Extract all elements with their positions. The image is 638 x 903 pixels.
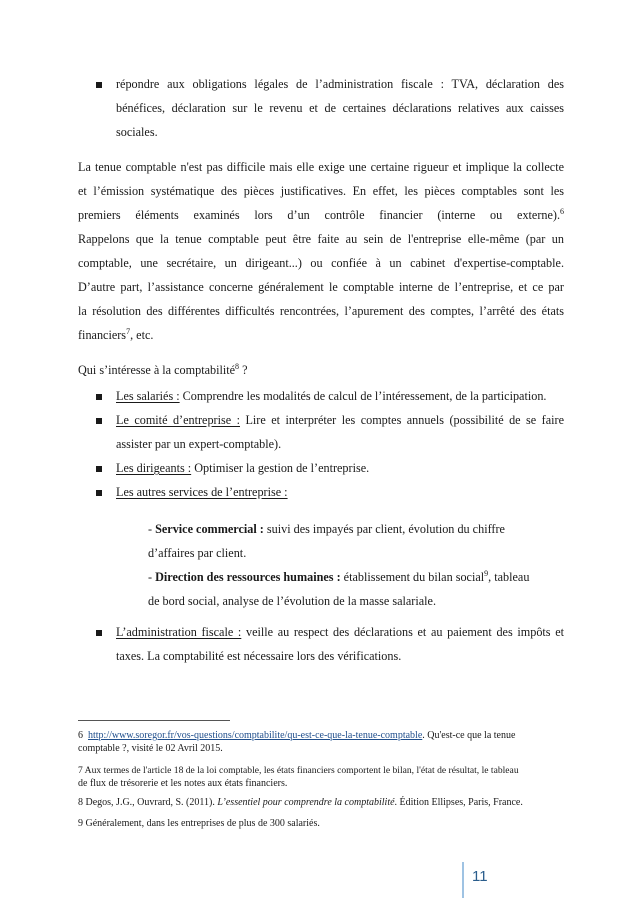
item-label: Les autres services de l’entreprise : bbox=[116, 485, 288, 499]
footnote-text: Degos, J.G., Ouvrard, S. (2011). bbox=[83, 797, 218, 808]
footnote-ref: 6 bbox=[560, 206, 564, 216]
footnote-line bbox=[78, 730, 564, 743]
footnote-8 bbox=[78, 797, 564, 810]
intro-bullet-line: sociales. bbox=[116, 125, 158, 139]
item-label: Les salariés : bbox=[116, 389, 180, 403]
footnote-text: Aux termes de l'article 18 de la loi comptable, les états financiers comportent le bilan, l'état de résultat, le tableau bbox=[82, 765, 519, 776]
footnote-text: . Qu'est-ce que la tenue bbox=[422, 730, 516, 741]
item-text: Lire et interpréter les comptes annuels (possibilité de se faire bbox=[240, 413, 564, 427]
sub-item-rh-cont: de bord social, analyse de l’évolution de la masse salariale. bbox=[148, 594, 436, 608]
footnote-line bbox=[78, 765, 564, 778]
sub-item-text: établissement du bilan social bbox=[340, 570, 485, 584]
paragraph-text: premiers éléments examinés lors d’un contrôle financier (interne ou externe). bbox=[78, 208, 560, 222]
paragraph-line: La tenue comptable n'est pas difficile mais elle exige une certaine rigueur et implique la collecte bbox=[78, 160, 564, 174]
bullet-marker bbox=[96, 82, 102, 88]
footnote-ref: 8 bbox=[235, 361, 240, 371]
intro-bullet-line: bénéfices, déclaration sur le revenu et de certaines déclarations relatives aux caisses bbox=[116, 101, 564, 115]
sub-item-text: suivi des impayés par client, évolution du chiffre bbox=[263, 522, 505, 536]
sub-item-commercial-cont: d’affaires par client. bbox=[148, 546, 247, 560]
bullet-marker bbox=[96, 394, 102, 400]
list-item-fiscale-cont: taxes. La comptabilité est nécessaire lors des vérifications. bbox=[116, 649, 402, 663]
dash: - bbox=[148, 570, 156, 584]
bullet-marker bbox=[96, 418, 102, 424]
item-label: Le comité d’entreprise : bbox=[116, 413, 240, 427]
paragraph-line: la résolution des différentes difficultés rencontrées, l’apurement des comptes, l’arrêté des états bbox=[78, 304, 564, 318]
item-text: Optimiser la gestion de l’entreprise. bbox=[191, 461, 370, 475]
paragraph-line: D’autre part, l’assistance concerne généralement le comptable interne de l’entreprise, et ce par bbox=[78, 280, 564, 294]
item-label: L’administration fiscale : bbox=[116, 625, 242, 639]
footnote-6 bbox=[78, 730, 564, 755]
paragraph-text: , etc. bbox=[130, 328, 154, 342]
footnote-line: de flux de trésorerie et les notes aux états financiers. bbox=[78, 777, 288, 789]
paragraph-line bbox=[78, 207, 564, 223]
paragraph-line: comptable, une secrétaire, un dirigeant...) ou confiée à un cabinet d'expertise-comptable. bbox=[78, 256, 564, 270]
page-number: 11 bbox=[472, 868, 488, 885]
bullet-marker bbox=[96, 630, 102, 636]
list-item-comite bbox=[116, 412, 564, 428]
question-text: Qui s’intéresse à la comptabilité bbox=[78, 363, 236, 377]
footnote-link[interactable]: http://www.soregor.fr/vos-questions/comptabilite/qu-est-ce-que-la-tenue-comptable bbox=[88, 730, 423, 741]
question-tail: ? bbox=[239, 363, 248, 377]
sub-item-text: , tableau bbox=[488, 570, 530, 584]
footnote-7 bbox=[78, 765, 564, 790]
footnote-number: 6 bbox=[78, 730, 83, 741]
footnote-number: 8 bbox=[78, 797, 83, 808]
footnote-number: 9 bbox=[78, 818, 83, 829]
bullet-marker bbox=[96, 466, 102, 472]
intro-bullet-line: répondre aux obligations légales de l’administration fiscale : TVA, déclaration des bbox=[116, 77, 564, 91]
list-item-comite-cont: assister par un expert-comptable). bbox=[116, 437, 282, 451]
paragraph-text: financiers bbox=[78, 328, 127, 342]
list-item-dirigeants bbox=[116, 460, 369, 476]
sub-item-title: Direction des ressources humaines : bbox=[155, 570, 341, 584]
footnote-ref: 7 bbox=[126, 326, 131, 336]
sub-item-rh bbox=[148, 569, 529, 585]
page-number-bar bbox=[462, 862, 464, 898]
paragraph-line: Rappelons que la tenue comptable peut être faite au sein de l'entreprise elle-même (par un bbox=[78, 232, 564, 246]
item-text: veille au respect des déclarations et au paiement des impôts et bbox=[241, 625, 564, 639]
bullet-marker bbox=[96, 490, 102, 496]
footnote-text: Généralement, dans les entreprises de plus de 300 salariés. bbox=[83, 818, 320, 829]
item-label: Les dirigeants : bbox=[116, 461, 192, 475]
footnote-book-title: L’essentiel pour comprendre la comptabilité bbox=[217, 797, 395, 808]
list-item-salaries bbox=[116, 388, 546, 404]
footnote-line: comptable ?, visité le 02 Avril 2015. bbox=[78, 742, 223, 754]
footnote-separator bbox=[78, 720, 230, 721]
footnote-number: 7 bbox=[78, 765, 83, 776]
footnote-ref: 9 bbox=[484, 568, 489, 578]
question-line bbox=[78, 362, 248, 378]
item-text: Comprendre les modalités de calcul de l’intéressement, de la participation. bbox=[179, 389, 547, 403]
paragraph-line bbox=[78, 327, 153, 343]
list-item-autres bbox=[116, 484, 288, 500]
paragraph-line: et l’émission systématique des pièces justificatives. En effet, les pièces comptables sont les bbox=[78, 184, 564, 198]
footnote-9 bbox=[78, 818, 564, 831]
sub-item-title: Service commercial : bbox=[155, 522, 264, 536]
list-item-fiscale bbox=[116, 624, 564, 640]
sub-item-commercial bbox=[148, 521, 505, 537]
footnote-text: . Édition Ellipses, Paris, France. bbox=[394, 797, 523, 808]
dash: - bbox=[148, 522, 156, 536]
